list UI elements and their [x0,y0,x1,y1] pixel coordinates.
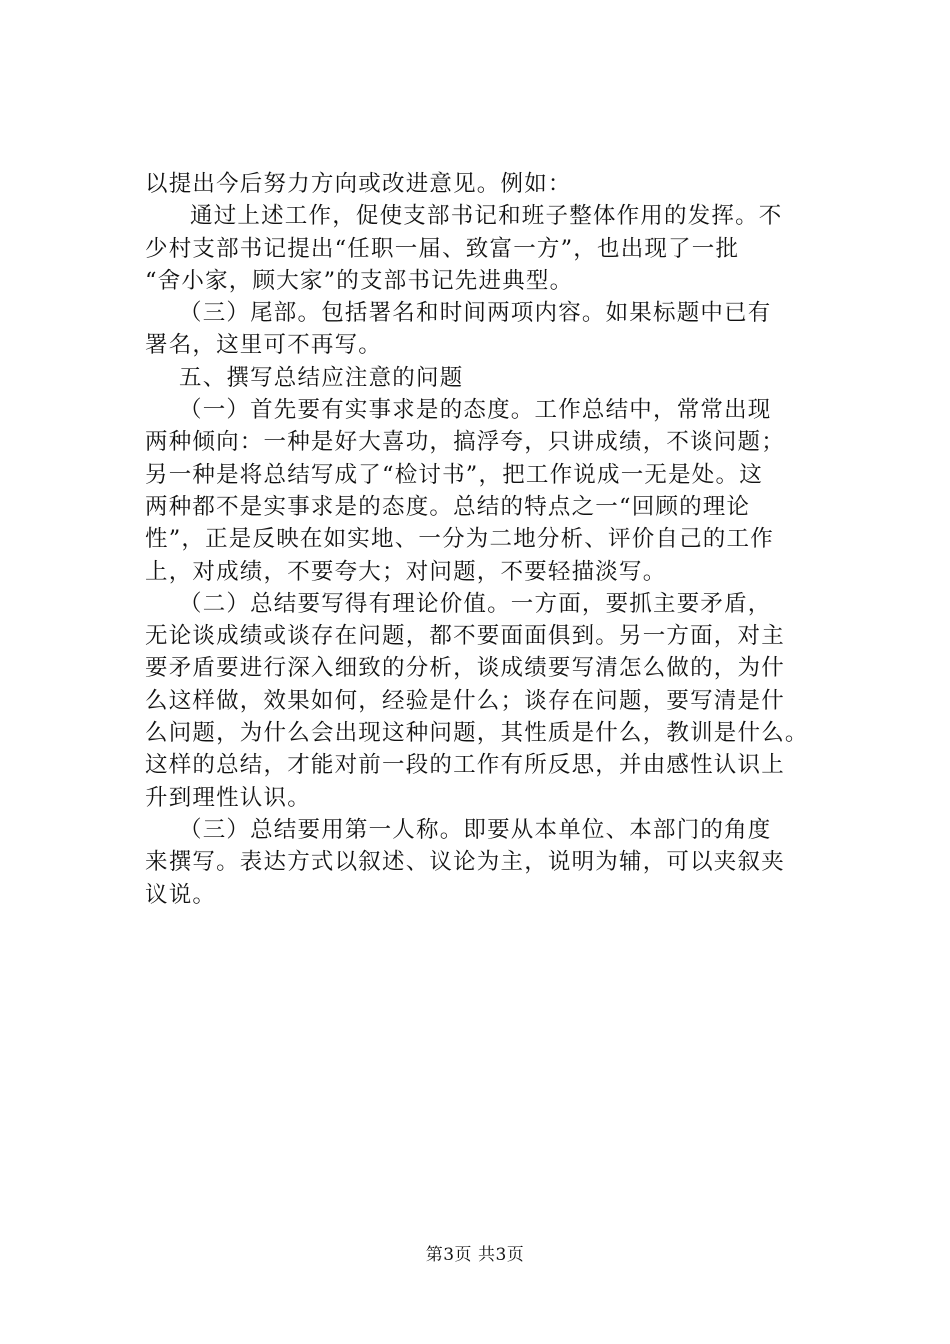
text-line: 议说。 [145,881,217,908]
page-number-label: 第3页 共3页 [425,1245,525,1265]
text-line: 两种都不是实事求是的态度。总结的特点之一“回顾的理论 [145,493,751,520]
section-heading: 五、撰写总结应注意的问题 [179,364,464,391]
text-line: 无论谈成绩或谈存在问题，都不要面面俱到。另一方面，对主 [145,623,785,650]
text-line: 上，对成绩，不要夸大；对问题，不要轻描淡写。 [145,558,667,585]
text-line: （一）首先要有实事求是的态度。工作总结中，常常出现 [179,397,772,424]
text-line: （三）总结要用第一人称。即要从本单位、本部门的角度 [179,816,772,843]
page-footer [0,1240,950,1265]
text-line: 通过上述工作，促使支部书记和班子整体作用的发挥。不 [190,203,783,230]
text-line: “舍小家，顾大家”的支部书记先进典型。 [145,267,574,294]
text-line: 少村支部书记提出“任职一届、致富一方”，也出现了一批 [145,235,740,262]
text-line: 性”，正是反映在如实地、一分为二地分析、评价自己的工作 [145,526,774,553]
text-line: （二）总结要写得有理论价值。一方面，要抓主要矛盾， [179,590,772,617]
text-line: 升到理性认识。 [145,784,311,811]
text-line: 这样的总结，才能对前一段的工作有所反思，并由感性认识上 [145,752,785,779]
text-line: 另一种是将总结写成了“检讨书”，把工作说成一无是处。这 [145,461,763,488]
text-line: 两种倾向：一种是好大喜功，搞浮夸，只讲成绩，不谈问题； [145,429,785,456]
text-line: （三）尾部。包括署名和时间两项内容。如果标题中已有 [179,300,772,327]
text-line: 么这样做，效果如何，经验是什么；谈存在问题，要写清是什 [145,687,785,714]
text-line: 么问题，为什么会出现这种问题，其性质是什么，教训是什么。 [145,720,809,747]
text-line: 要矛盾要进行深入细致的分析，谈成绩要写清怎么做的，为什 [145,655,785,682]
text-line: 以提出今后努力方向或改进意见。例如： [145,171,572,197]
text-line: 署名，这里可不再写。 [145,332,383,359]
text-line: 来撰写。表达方式以叙述、议论为主，说明为辅，可以夹叙夹 [145,849,785,876]
document-body [145,168,835,911]
